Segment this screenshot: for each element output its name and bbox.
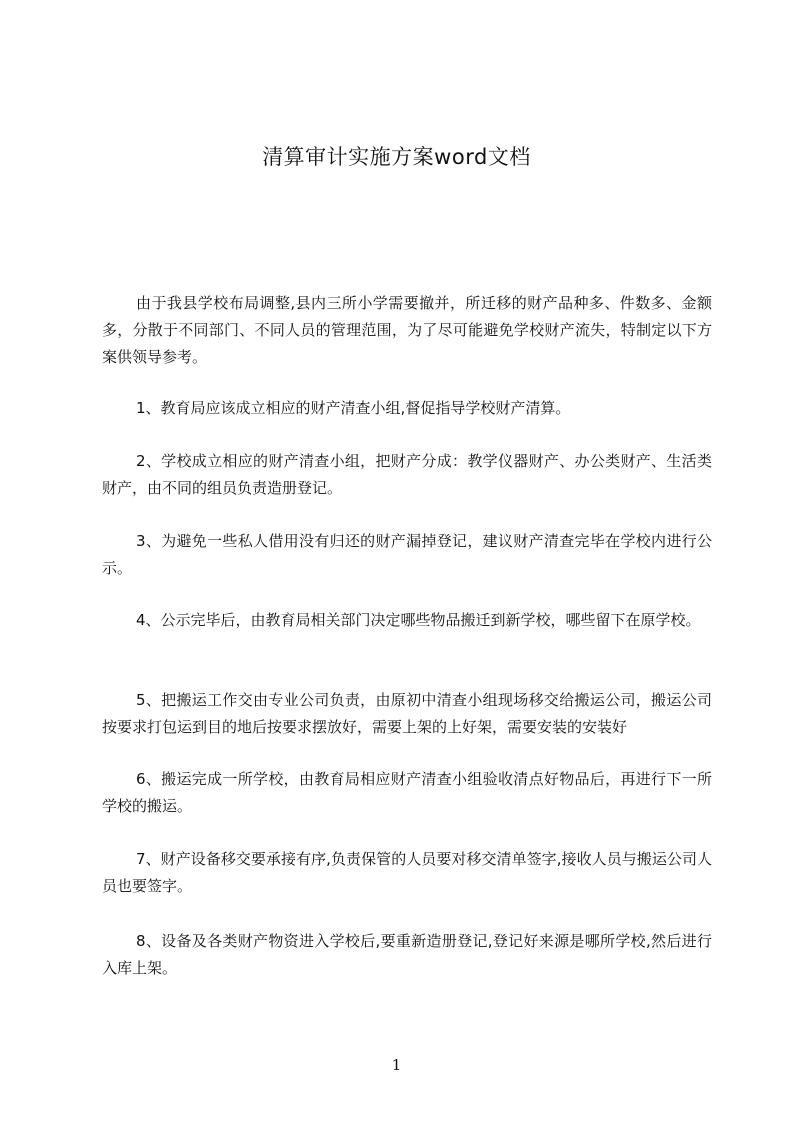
item-1-paragraph: 1、教育局应该成立相应的财产清查小组,督促指导学校财产清算。 (136, 399, 571, 417)
item-6-paragraph: 6、搬运完成一所学校，由教育局相应财产清查小组验收清点好物品后，再进行下一所学校的搬运。 (102, 770, 712, 815)
document-title: 清算审计实施方案word文档 (262, 145, 531, 169)
item-5-paragraph: 5、把搬运工作交由专业公司负责，由原初中清查小组现场移交给搬运公司，搬运公司按要求打包运到目的地后按要求摆放好，需要上架的上好架，需要安装的安装好 (102, 691, 712, 736)
item-2-paragraph: 2、学校成立相应的财产清查小组，把财产分成：教学仪器财产、办公类财产、生活类财产，由不同的组员负责造册登记。 (102, 452, 712, 497)
intro-paragraph: 由于我县学校布局调整,县内三所小学需要撤并，所迁移的财产品种多、件数多、金额多，分散于不同部门、不同人员的管理范围，为了尽可能避免学校财产流失，特制定以下方案供领导参考。 (102, 294, 712, 366)
item-4-paragraph: 4、公示完毕后，由教育局相关部门决定哪些物品搬迁到新学校，哪些留下在原学校。 (136, 611, 701, 629)
item-3-paragraph: 3、为避免一些私人借用没有归还的财产漏掉登记，建议财产清查完毕在学校内进行公示。 (102, 532, 712, 577)
item-8-paragraph: 8、设备及各类财产物资进入学校后,要重新造册登记,登记好来源是哪所学校,然后进行入库上架。 (102, 932, 712, 977)
page-number: 1 (391, 1056, 402, 1074)
item-7-paragraph: 7、财产设备移交要承接有序,负责保管的人员要对移交清单签字,接收人员与搬运公司人员也要签字。 (102, 850, 712, 895)
